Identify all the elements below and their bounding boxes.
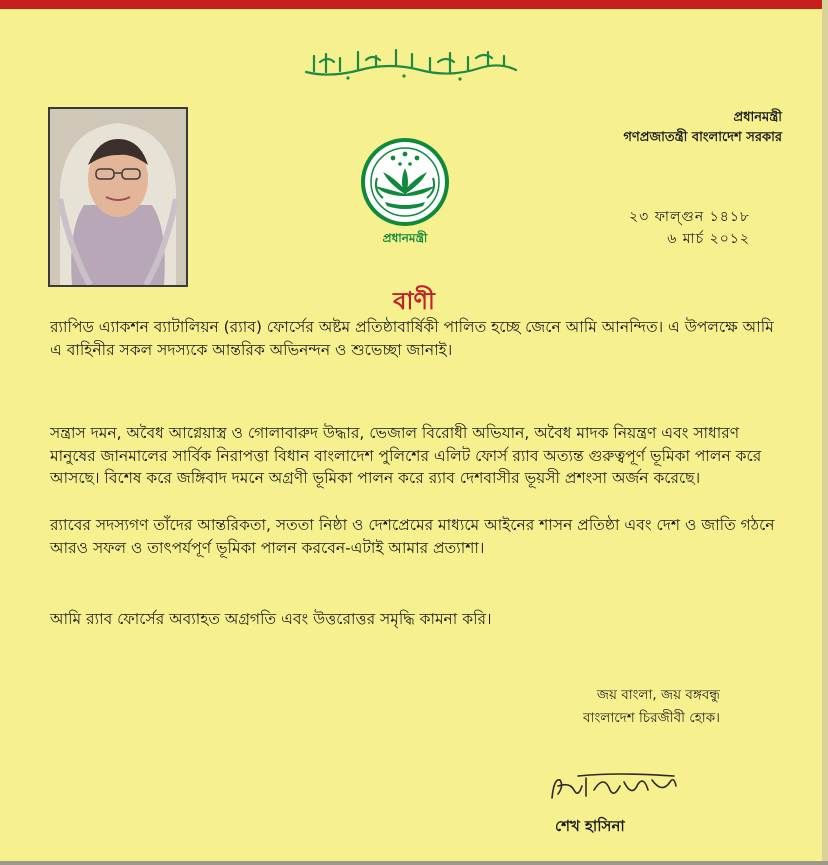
pm-emblem [355, 138, 455, 250]
closing-line-2: বাংলাদেশ চিরজীবী হোক। [583, 710, 720, 726]
signer-name: শেখ হাসিনা [555, 817, 625, 835]
office-header [623, 108, 782, 148]
portrait-photo [48, 107, 188, 287]
closing-line-1: জয় বাংলা, জয় বঙ্গবন্ধু [596, 687, 720, 703]
handwritten-signature [548, 768, 680, 808]
closing-block [583, 684, 720, 730]
message-title: বাণী [393, 286, 435, 315]
emblem-label: প্রধানমন্ত্রী [382, 231, 428, 245]
portrait-illustration [50, 109, 186, 285]
office-government: গণপ্রজাতন্ত্রী বাংলাদেশ সরকার [623, 130, 782, 145]
date-bengali: ২৩ ফাল্গুন ১৪১৮ [629, 209, 750, 225]
paragraph-3: র‍্যাবের সদস্যগণ তাঁদের আন্তরিকতা, সততা নিষ্ঠা ও দেশপ্রেমের মাধ্যমে আইনের শাসন প্রতিষ্ঠা এবং দেশ ও জাতি গঠনে আরও সফল ও তাৎপর্যপূর্ণ ভূমিকা পালন করবেন-এটাই আমার প্রত্যাশা। [50, 516, 775, 557]
bottom-border [0, 861, 828, 865]
paragraph-4: আমি র‍্যাব ফোর্সের অব্যাহত অগ্রগতি এবং উত্তরোত্তর সমৃদ্ধি কামনা করি। [50, 610, 492, 628]
paragraph-1: র‍্যাপিড এ্যাকশন ব্যাটালিয়ন (র‍্যাব) ফোর্সের অষ্টম প্রতিষ্ঠাবার্ষিকী পালিত হচ্ছে জেনে আমি আনন্দিত। এ উপলক্ষে আমি এ বাহিনীর সকল সদস্যকে আন্তরিক অভিনন্দন ও শুভেচ্ছা জানাই। [50, 318, 774, 359]
top-border [0, 0, 828, 9]
right-edge [822, 0, 828, 865]
date-block [629, 206, 750, 250]
office-title: প্রধানমন্ত্রী [733, 110, 782, 125]
bismillah-calligraphy [300, 44, 522, 84]
paragraph-2: সন্ত্রাস দমন, অবৈধ আগ্নেয়াস্ত্র ও গোলাবারুদ উদ্ধার, ভেজাল বিরোধী অভিযান, অবৈধ মাদক নিয়ন্ত্রণ এবং সাধারণ মানুষের জানমালের সার্বিক নিরাপত্তা বিধান বাংলাদেশ পুলিশের এলিট ফোর্স র‍্যাব অত্যন্ত গুরুত্বপূর্ণ ভূমিকা পালন করে আসছে। বিশেষ করে জঙ্গিবাদ দমনে অগ্রণী ভূমিকা পালন করে র‍্যাব দেশবাসীর ভূয়সী প্রশংসা অর্জন করেছে। [50, 424, 762, 487]
date-gregorian: ৬ মার্চ ২০১২ [667, 231, 750, 247]
